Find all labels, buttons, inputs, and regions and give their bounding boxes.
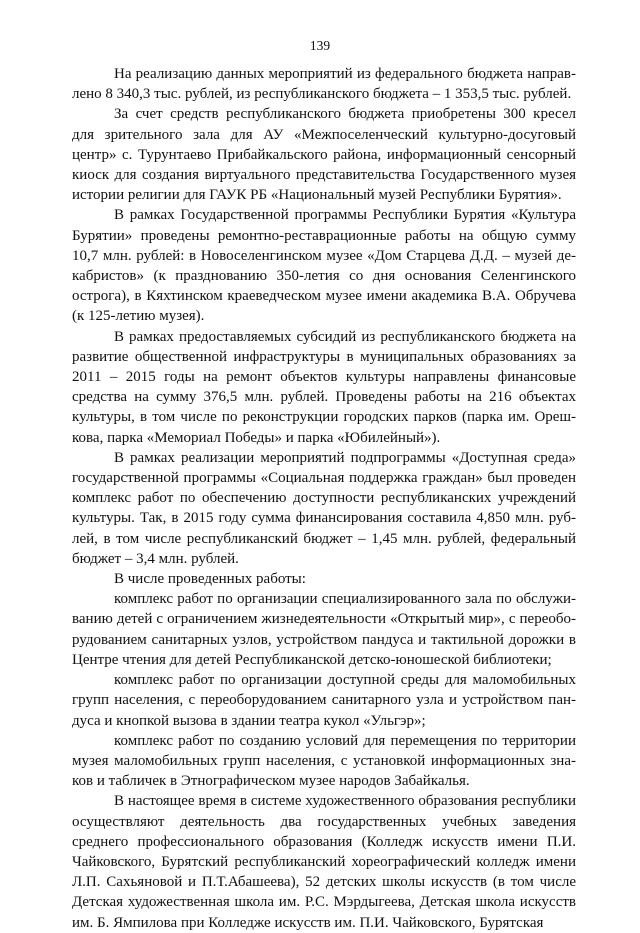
paragraph-funding-sources: На реализацию данных мероприятий из федерального бюджета направлено 8 340,3 тыс. рублей, из республиканского бюджета – 1 353,5 тыс. рублей. [72, 66, 576, 103]
page-number: 139 [309, 38, 331, 53]
paragraph-art-education: В настоящее время в системе художественного образования республики осуществляют деятельность два государственных учебных заведения среднего профессионального образования (Колледж искусств имени П.И. Чайковского, Бурятский республиканский хореографический колледж имени Л.П. Сахьяновой и П.Т.Абашеева), 52 детских школы искусств (в том числе Детская художественная школа им. Р.С. Мэрдыгеева, Детская школа искусств им. Б. Ямпилова при Колледже искусств им. П.И. Чайковского, Бурятская [72, 793, 576, 931]
body-text [72, 64, 576, 933]
paragraph-work-item-theatre: комплекс работ по организации доступной среды для маломобильных групп населения, с переоборудованием санитарного узла и устройством пандуса и кнопкой вызова в здании театра кукол «Ульгэр»; [72, 672, 576, 729]
paragraph-work-item-library: комплекс работ по организации специализированного зала по обслуживанию детей с ограничением жизнедеятельности «Открытый мир», с переоборудованием санитарных узлов, устройством пандуса и тактильной дорожки в Центре чтения для детей Республиканской детско-юношеской библиотеки; [72, 591, 576, 668]
paragraph-restoration-works: В рамках Государственной программы Республики Бурятия «Культура Бурятии» проведены ремонтно-реставрационные работы на общую сумму 10,7 млн. рублей: в Новоселенгинском музее «Дом Старцева Д.Д. – музей декабристов» (к празднованию 350-летия со дня основания Селенгинского острога), в Кяхтинском краеведческом музее имени академика В.А. Обручева (к 125-летию музея). [72, 207, 576, 325]
paragraph-works-intro: В числе проведенных работы: [114, 571, 306, 588]
paragraph-work-item-museum: комплекс работ по созданию условий для перемещения по территории музея маломобильных групп населения, с установкой информационных знаков и табличек в Этнографическом музее народов Забайкалья. [72, 732, 576, 790]
paragraph-accessible-environment: В рамках реализации мероприятий подпрограммы «Доступная среда» государственной программы «Социальная поддержка граждан» был проведен комплекс работ по обеспечению доступности республиканских учреждений культуры. Так, в 2015 году сумма финансирования составила 4,850 млн. рублей, в том числе республиканский бюджет – 1,45 млн. рублей, федеральный бюджет – 3,4 млн. рублей. [72, 449, 576, 567]
paragraph-subsidies: В рамках предоставляемых субсидий из республиканского бюджета на развитие общественной инфраструктуры в муниципальных образованиях за 2011 – 2015 годы на ремонт объектов культуры направлены финансовые средства на сумму 376,5 млн. рублей. Проведены работы на 216 объектах культуры, в том числе по реконструкции городских парков (парка им. Орешкова, парка «Мемориал Победы» и парка «Юбилейный»). [72, 328, 576, 446]
paragraph-seats-purchase: За счет средств республиканского бюджета приобретены 300 кресел для зрительного зала для АУ «Межпоселенческий культурно-досуговый центр» с. Турунтаево Прибайкальского района, информационный сенсорный киоск для создания виртуального представительства Государственного музея истории религии для ГАУК РБ «Национальный музей Республики Бурятия». [72, 106, 576, 204]
